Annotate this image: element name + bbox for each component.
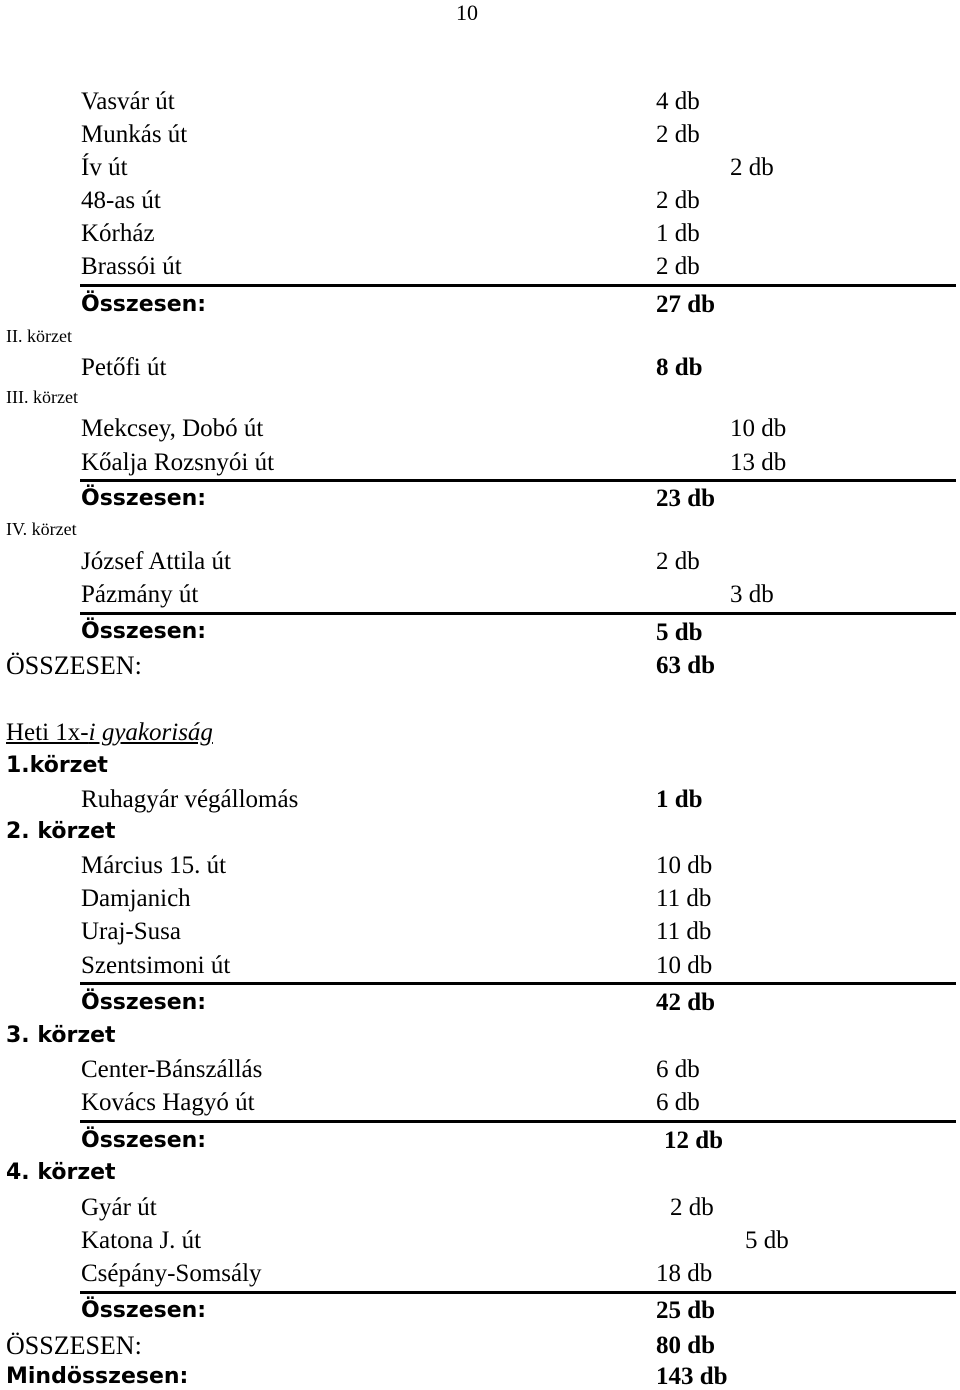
subtotal-value: 42 db bbox=[656, 989, 716, 1016]
total-label: ÖSSZESEN: bbox=[6, 651, 142, 680]
street-name: Kovács Hagyó út bbox=[81, 1089, 255, 1116]
street-count: 6 db bbox=[656, 1056, 700, 1083]
section-heading-italic: i gyakoriság bbox=[88, 719, 213, 746]
subtotal-value: 5 db bbox=[656, 619, 703, 646]
section-heading bbox=[6, 720, 213, 745]
street-name: Vasvár út bbox=[81, 88, 175, 115]
street-name: Munkás út bbox=[81, 121, 188, 148]
subtotal-label: Összesen: bbox=[81, 1128, 207, 1153]
street-count: 1 db bbox=[656, 786, 703, 813]
page-number: 10 bbox=[456, 0, 478, 25]
subtotal-value: 27 db bbox=[656, 291, 716, 318]
street-name: Mekcsey, Dobó út bbox=[81, 415, 264, 442]
subtotal-label: Összesen: bbox=[81, 990, 207, 1015]
street-name: Csépány-Somsály bbox=[81, 1260, 262, 1287]
divider bbox=[80, 612, 956, 615]
district-label: III. körzet bbox=[6, 387, 78, 407]
street-name: Uraj-Susa bbox=[81, 918, 181, 945]
divider bbox=[80, 284, 956, 287]
subtotal-label: Összesen: bbox=[81, 486, 207, 511]
subtotal-value: 12 db bbox=[664, 1127, 724, 1154]
subtotal-value: 25 db bbox=[656, 1297, 716, 1324]
street-name: Szentsimoni út bbox=[81, 952, 231, 979]
street-name: Ruhagyár végállomás bbox=[81, 786, 299, 813]
street-name: Damjanich bbox=[81, 885, 191, 912]
street-count: 2 db bbox=[656, 121, 700, 148]
district-label: 3. körzet bbox=[6, 1023, 116, 1048]
district-label: 2. körzet bbox=[6, 819, 116, 844]
street-count: 5 db bbox=[745, 1227, 789, 1254]
subtotal-label: Összesen: bbox=[81, 619, 207, 644]
divider bbox=[80, 982, 956, 985]
street-count: 10 db bbox=[656, 852, 713, 879]
grand-total-value: 143 db bbox=[656, 1363, 728, 1390]
street-count: 11 db bbox=[656, 885, 712, 912]
street-count: 2 db bbox=[730, 154, 774, 181]
street-name: Gyár út bbox=[81, 1194, 157, 1221]
street-count: 8 db bbox=[656, 354, 703, 381]
street-name: Ív út bbox=[81, 154, 128, 181]
grand-total-label: Mindösszesen: bbox=[6, 1364, 189, 1389]
district-label: IV. körzet bbox=[6, 519, 77, 539]
total-value: 63 db bbox=[656, 652, 716, 679]
district-label: 4. körzet bbox=[6, 1160, 116, 1185]
street-count: 6 db bbox=[656, 1089, 700, 1116]
street-count: 18 db bbox=[656, 1260, 713, 1287]
street-count: 1 db bbox=[656, 220, 700, 247]
street-count: 2 db bbox=[656, 253, 700, 280]
street-name: Kőalja Rozsnyói út bbox=[81, 449, 275, 476]
street-count: 2 db bbox=[670, 1194, 714, 1221]
divider bbox=[80, 479, 956, 482]
street-name: Brassói út bbox=[81, 253, 182, 280]
street-count: 11 db bbox=[656, 918, 712, 945]
subtotal-label: Összesen: bbox=[81, 292, 207, 317]
street-name: József Attila út bbox=[81, 548, 231, 575]
street-name: Kórház bbox=[81, 220, 155, 247]
street-count: 13 db bbox=[730, 449, 787, 476]
divider bbox=[80, 1291, 956, 1294]
subtotal-label: Összesen: bbox=[81, 1298, 207, 1323]
street-count: 10 db bbox=[730, 415, 787, 442]
street-name: 48-as út bbox=[81, 187, 161, 214]
street-name: Petőfi út bbox=[81, 354, 167, 381]
street-count: 10 db bbox=[656, 952, 713, 979]
divider bbox=[80, 1120, 956, 1123]
subtotal-value: 23 db bbox=[656, 485, 716, 512]
street-name: Március 15. út bbox=[81, 852, 227, 879]
street-name: Pázmány út bbox=[81, 581, 199, 608]
street-count: 2 db bbox=[656, 187, 700, 214]
street-count: 4 db bbox=[656, 88, 700, 115]
street-count: 2 db bbox=[656, 548, 700, 575]
district-label: 1.körzet bbox=[6, 753, 108, 778]
total-value: 80 db bbox=[656, 1332, 716, 1359]
total-label: ÖSSZESEN: bbox=[6, 1331, 142, 1360]
street-name: Center-Bánszállás bbox=[81, 1056, 263, 1083]
district-label: II. körzet bbox=[6, 326, 72, 346]
street-name: Katona J. út bbox=[81, 1227, 202, 1254]
section-heading-text: Heti 1x- bbox=[6, 719, 89, 746]
street-count: 3 db bbox=[730, 581, 774, 608]
